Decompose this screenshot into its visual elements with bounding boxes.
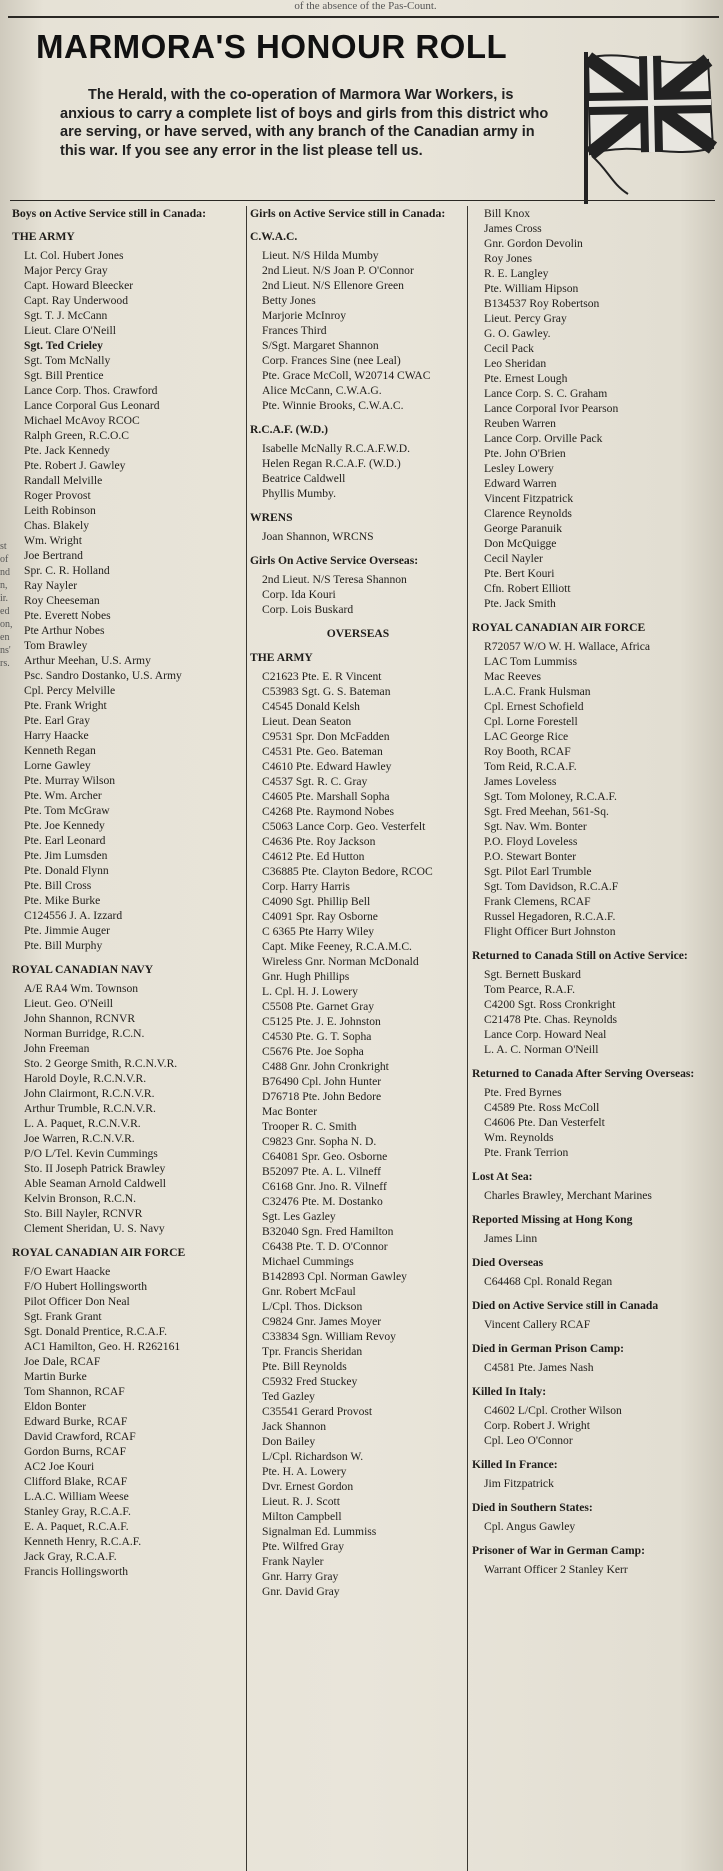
column-heading: Boys on Active Service still in Canada: [12,206,206,220]
roll-entry: Pte. Jack Smith [484,597,556,610]
roll-entry: C4545 Donald Kelsh [262,700,360,713]
roll-entry: C5125 Pte. J. E. Johnston [262,1015,381,1028]
roll-entry: 2nd Lieut. N/S Teresa Shannon [262,573,407,586]
roll-entry: C4610 Pte. Edward Hawley [262,760,392,773]
roll-entry: Sgt. Donald Prentice, R.C.A.F. [24,1325,168,1338]
roll-entry: Sgt. Les Gazley [262,1210,336,1223]
roll-entry: Cpl. Ernest Schofield [484,700,584,713]
roll-entry: Lorne Gawley [24,759,91,772]
roll-entry: Sgt. Ted Crieley [24,339,103,352]
roll-entry: Betty Jones [262,294,316,307]
roll-entry: Gnr. Harry Gray [262,1570,339,1583]
roll-entry: Jim Fitzpatrick [484,1477,554,1490]
roll-entry: Frances Third [262,324,327,337]
roll-entry: C4090 Sgt. Phillip Bell [262,895,371,908]
roll-entry: C6438 Pte. T. D. O'Connor [262,1240,388,1253]
section-heading: Died on Active Service still in Canada [472,1299,659,1312]
roll-entry: C4530 Pte. G. T. Sopha [262,1030,372,1043]
roll-entry: Pte. Earl Leonard [24,834,106,847]
roll-entry: Roger Provost [24,489,91,502]
roll-entry: Joe Bertrand [24,549,83,562]
roll-entry: Pte. H. A. Lowery [262,1465,347,1478]
roll-entry: LAC George Rice [484,730,569,743]
margin-fragment: ir. [0,593,9,604]
roll-entry: Pte. Frank Terrion [484,1146,569,1159]
section-heading: R.C.A.F. (W.D.) [250,423,329,436]
margin-fragment: of [0,554,9,565]
roll-entry: B134537 Roy Robertson [484,297,600,310]
roll-entry: Pilot Officer Don Neal [24,1295,130,1308]
roll-entry: James Loveless [484,775,557,788]
roll-entry: Pte. Fred Byrnes [484,1086,562,1099]
roll-entry: 2nd Lieut. N/S Joan P. O'Connor [262,264,414,277]
roll-entry: John Clairmont, R.C.N.V.R. [24,1087,155,1100]
roll-entry: Cecil Pack [484,342,534,355]
union-jack-flag-icon [568,44,718,204]
roll-entry: C21478 Pte. Chas. Reynolds [484,1013,618,1026]
roll-entry: C488 Gnr. John Cronkright [262,1060,389,1073]
section-heading: Died Overseas [472,1256,544,1269]
roll-entry: C4091 Spr. Ray Osborne [262,910,378,923]
roll-entry: Corp. Robert J. Wright [484,1419,590,1432]
roll-entry: Pte. Grace McColl, W20714 CWAC [262,369,431,382]
roll-entry: Sgt. Bill Prentice [24,369,104,382]
roll-entry: Tpr. Francis Sheridan [262,1345,363,1358]
roll-entry: L. A. C. Norman O'Neill [484,1043,599,1056]
roll-entry: L/Cpl. Thos. Dickson [262,1300,363,1313]
roll-entry: F/O Hubert Hollingsworth [24,1280,148,1293]
roll-entry: Joe Dale, RCAF [24,1355,101,1368]
roll-entry: P/O L/Tel. Kevin Cummings [24,1147,158,1160]
roll-entry: Sgt. Pilot Earl Trumble [484,865,592,878]
roll-entry: R. E. Langley [484,267,549,280]
roll-entry: Lieut. Percy Gray [484,312,567,325]
roll-entry: Sgt. Fred Meehan, 561-Sq. [484,805,609,818]
roll-entry: John Freeman [24,1042,90,1055]
roll-entry: Norman Burridge, R.C.N. [24,1027,145,1040]
roll-entry: Lance Corp. S. C. Graham [484,387,608,400]
roll-entry: Lt. Col. Hubert Jones [24,249,124,262]
roll-entry: Cpl. Leo O'Connor [484,1434,573,1447]
roll-entry: Gordon Burns, RCAF [24,1445,127,1458]
roll-entry: Cpl. Lorne Forestell [484,715,578,728]
top-rule [8,16,719,18]
roll-entry: Corp. Ida Kouri [262,588,336,601]
roll-entry: Cfn. Robert Elliott [484,582,571,595]
roll-entry: 2nd Lieut. N/S Ellenore Green [262,279,404,292]
roll-entry: Mac Reeves [484,670,541,683]
roll-entry: Frank Nayler [262,1555,324,1568]
roll-entry: Cpl. Angus Gawley [484,1520,576,1533]
roll-entry: E. A. Paquet, R.C.A.F. [24,1520,129,1533]
roll-entry: Cpl. Percy Melville [24,684,116,697]
roll-entry: Dvr. Ernest Gordon [262,1480,354,1493]
roll-entry: Pte. Earl Gray [24,714,90,727]
roll-entry: Gnr. Gordon Devolin [484,237,583,250]
column-divider [467,206,468,1871]
section-heading: Lost At Sea: [472,1170,533,1183]
roll-entry: Clarence Reynolds [484,507,572,520]
column-overseas-and-casualties [472,206,720,1871]
roll-entry: Sgt. Bernett Buskard [484,968,581,981]
roll-entry: Marjorie McInroy [262,309,347,322]
roll-entry: Roy Booth, RCAF [484,745,571,758]
roll-entry: C9823 Gnr. Sopha N. D. [262,1135,377,1148]
roll-entry: Clifford Blake, RCAF [24,1475,128,1488]
margin-fragment: rs. [0,658,10,669]
roll-entry: Pte. Donald Flynn [24,864,109,877]
roll-entry: Stanley Gray, R.C.A.F. [24,1505,131,1518]
roll-entry: Don McQuigge [484,537,557,550]
roll-entry: Vincent Callery RCAF [484,1318,591,1331]
roll-entry: L/Cpl. Richardson W. [262,1450,364,1463]
roll-entry: Able Seaman Arnold Caldwell [24,1177,166,1190]
roll-entry: Clement Sheridan, U. S. Navy [24,1222,165,1235]
roll-entry: Pte. Frank Wright [24,699,107,712]
roll-entry: C33834 Sgn. William Revoy [262,1330,396,1343]
roll-entry: Pte. Mike Burke [24,894,101,907]
roll-entry: Harry Haacke [24,729,89,742]
roll-entry: Arthur Trumble, R.C.N.V.R. [24,1102,156,1115]
roll-entry: C5508 Pte. Garnet Gray [262,1000,375,1013]
roll-entry: Frank Clemens, RCAF [484,895,591,908]
roll-entry: Corp. Lois Buskard [262,603,354,616]
roll-entry: C6168 Gnr. Jno. R. Vilneff [262,1180,387,1193]
roll-entry: C9531 Spr. Don McFadden [262,730,390,743]
roll-entry: Pte. Jimmie Auger [24,924,110,937]
roll-entry: Wm. Reynolds [484,1131,554,1144]
roll-entry: B142893 Cpl. Norman Gawley [262,1270,407,1283]
roll-entry: Signalman Ed. Lummiss [262,1525,377,1538]
roll-entry: Martin Burke [24,1370,87,1383]
roll-entry: Pte. Ernest Lough [484,372,568,385]
roll-entry: Sto. II Joseph Patrick Brawley [24,1162,166,1175]
section-heading: ROYAL CANADIAN NAVY [12,963,154,976]
roll-entry: Sgt. T. J. McCann [24,309,108,322]
roll-entry: Sgt. Tom Davidson, R.C.A.F [484,880,619,893]
section-heading: Died in Southern States: [472,1501,593,1514]
roll-entry: Sgt. Tom Moloney, R.C.A.F. [484,790,617,803]
roll-entry: David Crawford, RCAF [24,1430,136,1443]
roll-entry: Sto. 2 George Smith, R.C.N.V.R. [24,1057,178,1070]
roll-entry: Corp. Harry Harris [262,880,350,893]
roll-entry: A/E RA4 Wm. Townson [24,982,139,995]
roll-entry: C5932 Fred Stuckey [262,1375,358,1388]
roll-entry: Trooper R. C. Smith [262,1120,357,1133]
roll-entry: Sto. Bill Nayler, RCNVR [24,1207,143,1220]
roll-entry: C21623 Pte. E. R Vincent [262,670,382,683]
roll-entry: Reuben Warren [484,417,556,430]
roll-entry: C4531 Pte. Geo. Bateman [262,745,383,758]
section-heading: THE ARMY [250,651,313,664]
roll-entry: Gnr. Robert McFaul [262,1285,356,1298]
roll-entry: Russel Hegadoren, R.C.A.F. [484,910,616,923]
roll-entry: George Paranuik [484,522,563,535]
roll-entry: Gnr. David Gray [262,1585,340,1598]
roll-entry: Tom Pearce, R.A.F. [484,983,575,996]
roll-entry: Pte Arthur Nobes [24,624,105,637]
column-girls-and-overseas [250,206,466,1871]
roll-entry: C4605 Pte. Marshall Sopha [262,790,390,803]
roll-entry: Lieut. Dean Seaton [262,715,352,728]
roll-entry: Pte. Wm. Archer [24,789,102,802]
roll-entry: Lance Corporal Ivor Pearson [484,402,619,415]
roll-entry: Edward Burke, RCAF [24,1415,128,1428]
section-heading: THE ARMY [12,230,75,243]
column-divider [246,206,247,1871]
roll-entry: Mac Bonter [262,1105,318,1118]
roll-entry: C 6365 Pte Harry Wiley [262,925,375,938]
roll-entry: Kenneth Henry, R.C.A.F. [24,1535,142,1548]
roll-entry: AC1 Hamilton, Geo. H. R262161 [24,1340,181,1353]
roll-entry: Pte. Bert Kouri [484,567,555,580]
roll-entry: Pte. John O'Brien [484,447,566,460]
roll-entry: Pte. Robert J. Gawley [24,459,126,472]
margin-fragment: st [0,541,7,552]
roll-entry: Pte. Jim Lumsden [24,849,108,862]
roll-entry: P.O. Stewart Bonter [484,850,577,863]
roll-entry: Ray Nayler [24,579,78,592]
roll-entry: Lieut. N/S Hilda Mumby [262,249,379,262]
margin-fragment: en [0,632,10,643]
roll-entry: Pte. Bill Cross [24,879,92,892]
roll-entry: Spr. C. R. Holland [24,564,110,577]
roll-entry: Capt. Mike Feeney, R.C.A.M.C. [262,940,412,953]
roll-entry: C64468 Cpl. Ronald Regan [484,1275,613,1288]
roll-entry: Kenneth Regan [24,744,96,757]
roll-entry: Francis Hollingsworth [24,1565,129,1578]
roll-entry: Tom Shannon, RCAF [24,1385,125,1398]
roll-entry: C9824 Gnr. James Moyer [262,1315,382,1328]
section-heading: ROYAL CANADIAN AIR FORCE [12,1246,186,1259]
roll-entry: C5676 Pte. Joe Sopha [262,1045,364,1058]
roll-entry: B52097 Pte. A. L. Vilneff [262,1165,381,1178]
margin-fragment: ed [0,606,10,617]
roll-entry: C64081 Spr. Geo. Osborne [262,1150,388,1163]
column-heading: Girls on Active Service still in Canada: [250,206,446,220]
roll-entry: Gnr. Hugh Phillips [262,970,350,983]
roll-entry: Lance Corporal Gus Leonard [24,399,160,412]
section-heading: ROYAL CANADIAN AIR FORCE [472,621,646,634]
roll-entry: Tom Reid, R.C.A.F. [484,760,577,773]
roll-entry: Capt. Howard Bleecker [24,279,134,292]
roll-entry: Pte. Jack Kennedy [24,444,110,457]
roll-entry: Pte. Everett Nobes [24,609,111,622]
roll-entry: Bill Knox [484,207,531,220]
roll-entry: Roy Jones [484,252,532,265]
roll-entry: Cecil Nayler [484,552,543,565]
roll-entry: Lance Corp. Thos. Crawford [24,384,158,397]
roll-entry: Don Bailey [262,1435,316,1448]
roll-entry: Wireless Gnr. Norman McDonald [262,955,419,968]
roll-entry: Ralph Green, R.C.O.C [24,429,129,442]
roll-entry: Capt. Ray Underwood [24,294,129,307]
roll-entry: Leo Sheridan [484,357,547,370]
roll-entry: C53983 Sgt. G. S. Bateman [262,685,391,698]
roll-entry: Harold Doyle, R.C.N.V.R. [24,1072,147,1085]
roll-entry: F/O Ewart Haacke [24,1265,111,1278]
roll-entry: C124556 J. A. Izzard [24,909,123,922]
roll-entry: John Shannon, RCNVR [24,1012,136,1025]
roll-entry: Charles Brawley, Merchant Marines [484,1189,652,1202]
section-heading: Killed In Italy: [472,1385,547,1398]
roll-entry: Kelvin Bronson, R.C.N. [24,1192,137,1205]
roll-entry: Pte. Bill Murphy [24,939,103,952]
section-heading: Returned to Canada After Serving Overseas: [472,1067,695,1080]
roll-entry: Lesley Lowery [484,462,554,475]
roll-entry: Flight Officer Burt Johnston [484,925,616,938]
section-heading: Reported Missing at Hong Kong [472,1213,633,1226]
roll-entry: Alice McCann, C.W.A.G. [262,384,382,397]
margin-fragment: ns' [0,645,11,656]
roll-entry: C32476 Pte. M. Dostanko [262,1195,383,1208]
roll-entry: L.A.C. Frank Hulsman [484,685,591,698]
roll-entry: C4537 Sgt. R. C. Gray [262,775,368,788]
roll-entry: Warrant Officer 2 Stanley Kerr [484,1563,628,1576]
roll-entry: Roy Cheeseman [24,594,100,607]
roll-entry: Pte. Joe Kennedy [24,819,105,832]
roll-entry: Michael Cummings [262,1255,354,1268]
roll-entry: G. O. Gawley. [484,327,551,340]
roll-entry: Lieut. R. J. Scott [262,1495,340,1508]
roll-entry: Sgt. Frank Grant [24,1310,102,1323]
column-boys-in-canada [12,206,244,1871]
roll-entry: Sgt. Tom McNally [24,354,111,367]
roll-entry: C35541 Gerard Provost [262,1405,373,1418]
roll-entry: Arthur Meehan, U.S. Army [24,654,151,667]
roll-entry: Helen Regan R.C.A.F. (W.D.) [262,457,401,470]
roll-entry: C4589 Pte. Ross McColl [484,1101,600,1114]
top-fragment: of the absence of the Pas-Count. [294,0,437,12]
roll-entry: R72057 W/O W. H. Wallace, Africa [484,640,651,653]
roll-entry: Randall Melville [24,474,103,487]
section-heading: WRENS [250,511,293,524]
roll-entry: Leith Robinson [24,504,96,517]
roll-entry: C4581 Pte. James Nash [484,1361,594,1374]
section-heading: OVERSEAS [326,627,390,640]
roll-entry: Pte. Tom McGraw [24,804,110,817]
roll-entry: C4606 Pte. Dan Vesterfelt [484,1116,605,1129]
roll-entry: L. Cpl. H. J. Lowery [262,985,358,998]
roll-entry: L.A.C. William Weese [24,1490,129,1503]
roll-entry: C4612 Pte. Ed Hutton [262,850,365,863]
roll-entry: C4636 Pte. Roy Jackson [262,835,376,848]
roll-entry: Lieut. Geo. O'Neill [24,997,114,1010]
roll-entry: C36885 Pte. Clayton Bedore, RCOC [262,865,433,878]
left-margin-fragments [0,540,13,670]
roll-entry: C4200 Sgt. Ross Cronkright [484,998,616,1011]
section-heading: Girls On Active Service Overseas: [250,554,419,567]
roll-entry: AC2 Joe Kouri [24,1460,95,1473]
roll-entry: S/Sgt. Margaret Shannon [262,339,379,352]
roll-entry: B32040 Sgn. Fred Hamilton [262,1225,394,1238]
roll-entry: Tom Brawley [24,639,88,652]
roll-entry: Lance Corp. Orville Pack [484,432,603,445]
margin-fragment: n, [0,580,8,591]
roll-entry: Pte. William Hipson [484,282,579,295]
roll-entry: Psc. Sandro Dostanko, U.S. Army [24,669,182,682]
margin-fragment: on, [0,619,13,630]
roll-entry: Milton Campbell [262,1510,342,1523]
roll-entry: D76718 Pte. John Bedore [262,1090,382,1103]
roll-entry: Lance Corp. Howard Neal [484,1028,607,1041]
roll-entry: Pte. Bill Reynolds [262,1360,347,1373]
roll-entry: Jack Shannon [262,1420,327,1433]
roll-entry: Jack Gray, R.C.A.F. [24,1550,117,1563]
section-heading: Died in German Prison Camp: [472,1342,625,1355]
intro-paragraph: The Herald, with the co-operation of Marmora War Workers, is anxious to carry a complete list of boys and girls from this district who are serving, or have served, with any branch of the Canadian army in this war. If you see any error in the list please tell us. [60,87,549,159]
header-rule [10,200,715,201]
roll-entry: Major Percy Gray [24,264,108,277]
roll-entry: James Linn [484,1232,538,1245]
roll-entry: Ted Gazley [262,1390,315,1403]
roll-entry: Edward Warren [484,477,557,490]
roll-entry: James Cross [484,222,542,235]
roll-entry: Lieut. Clare O'Neill [24,324,116,337]
roll-entry: Michael McAvoy RCOC [24,414,140,427]
roll-entry: B76490 Cpl. John Hunter [262,1075,382,1088]
roll-entry: Phyllis Mumby. [262,487,336,500]
roll-entry: L. A. Paquet, R.C.N.V.R. [24,1117,141,1130]
roll-entry: C5063 Lance Corp. Geo. Vesterfelt [262,820,426,833]
roll-entry: C4602 L/Cpl. Crother Wilson [484,1404,622,1417]
roll-entry: Pte. Winnie Brooks, C.W.A.C. [262,399,404,412]
roll-entry: LAC Tom Lummiss [484,655,578,668]
roll-entry: Eldon Bonter [24,1400,87,1413]
roll-entry: Wm. Wright [24,534,82,547]
margin-fragment: nd [0,567,10,578]
roll-entry: Joan Shannon, WRCNS [262,530,374,543]
roll-entry: C4268 Pte. Raymond Nobes [262,805,395,818]
roll-entry: P.O. Floyd Loveless [484,835,578,848]
roll-entry: Isabelle McNally R.C.A.F.W.D. [262,442,411,455]
roll-entry: Chas. Blakely [24,519,90,532]
roll-entry: Joe Warren, R.C.N.V.R. [24,1132,135,1145]
page-title: MARMORA'S HONOUR ROLL [36,28,508,65]
section-heading: Killed In France: [472,1458,558,1471]
section-heading: Prisoner of War in German Camp: [472,1544,645,1557]
roll-entry: Vincent Fitzpatrick [484,492,574,505]
roll-entry: Sgt. Nav. Wm. Bonter [484,820,587,833]
section-heading: Returned to Canada Still on Active Service: [472,949,688,962]
roll-entry: Pte. Murray Wilson [24,774,116,787]
roll-entry: Beatrice Caldwell [262,472,346,485]
section-heading: C.W.A.C. [250,230,298,243]
roll-entry: Corp. Frances Sine (nee Leal) [262,354,401,367]
roll-entry: Pte. Wilfred Gray [262,1540,345,1553]
